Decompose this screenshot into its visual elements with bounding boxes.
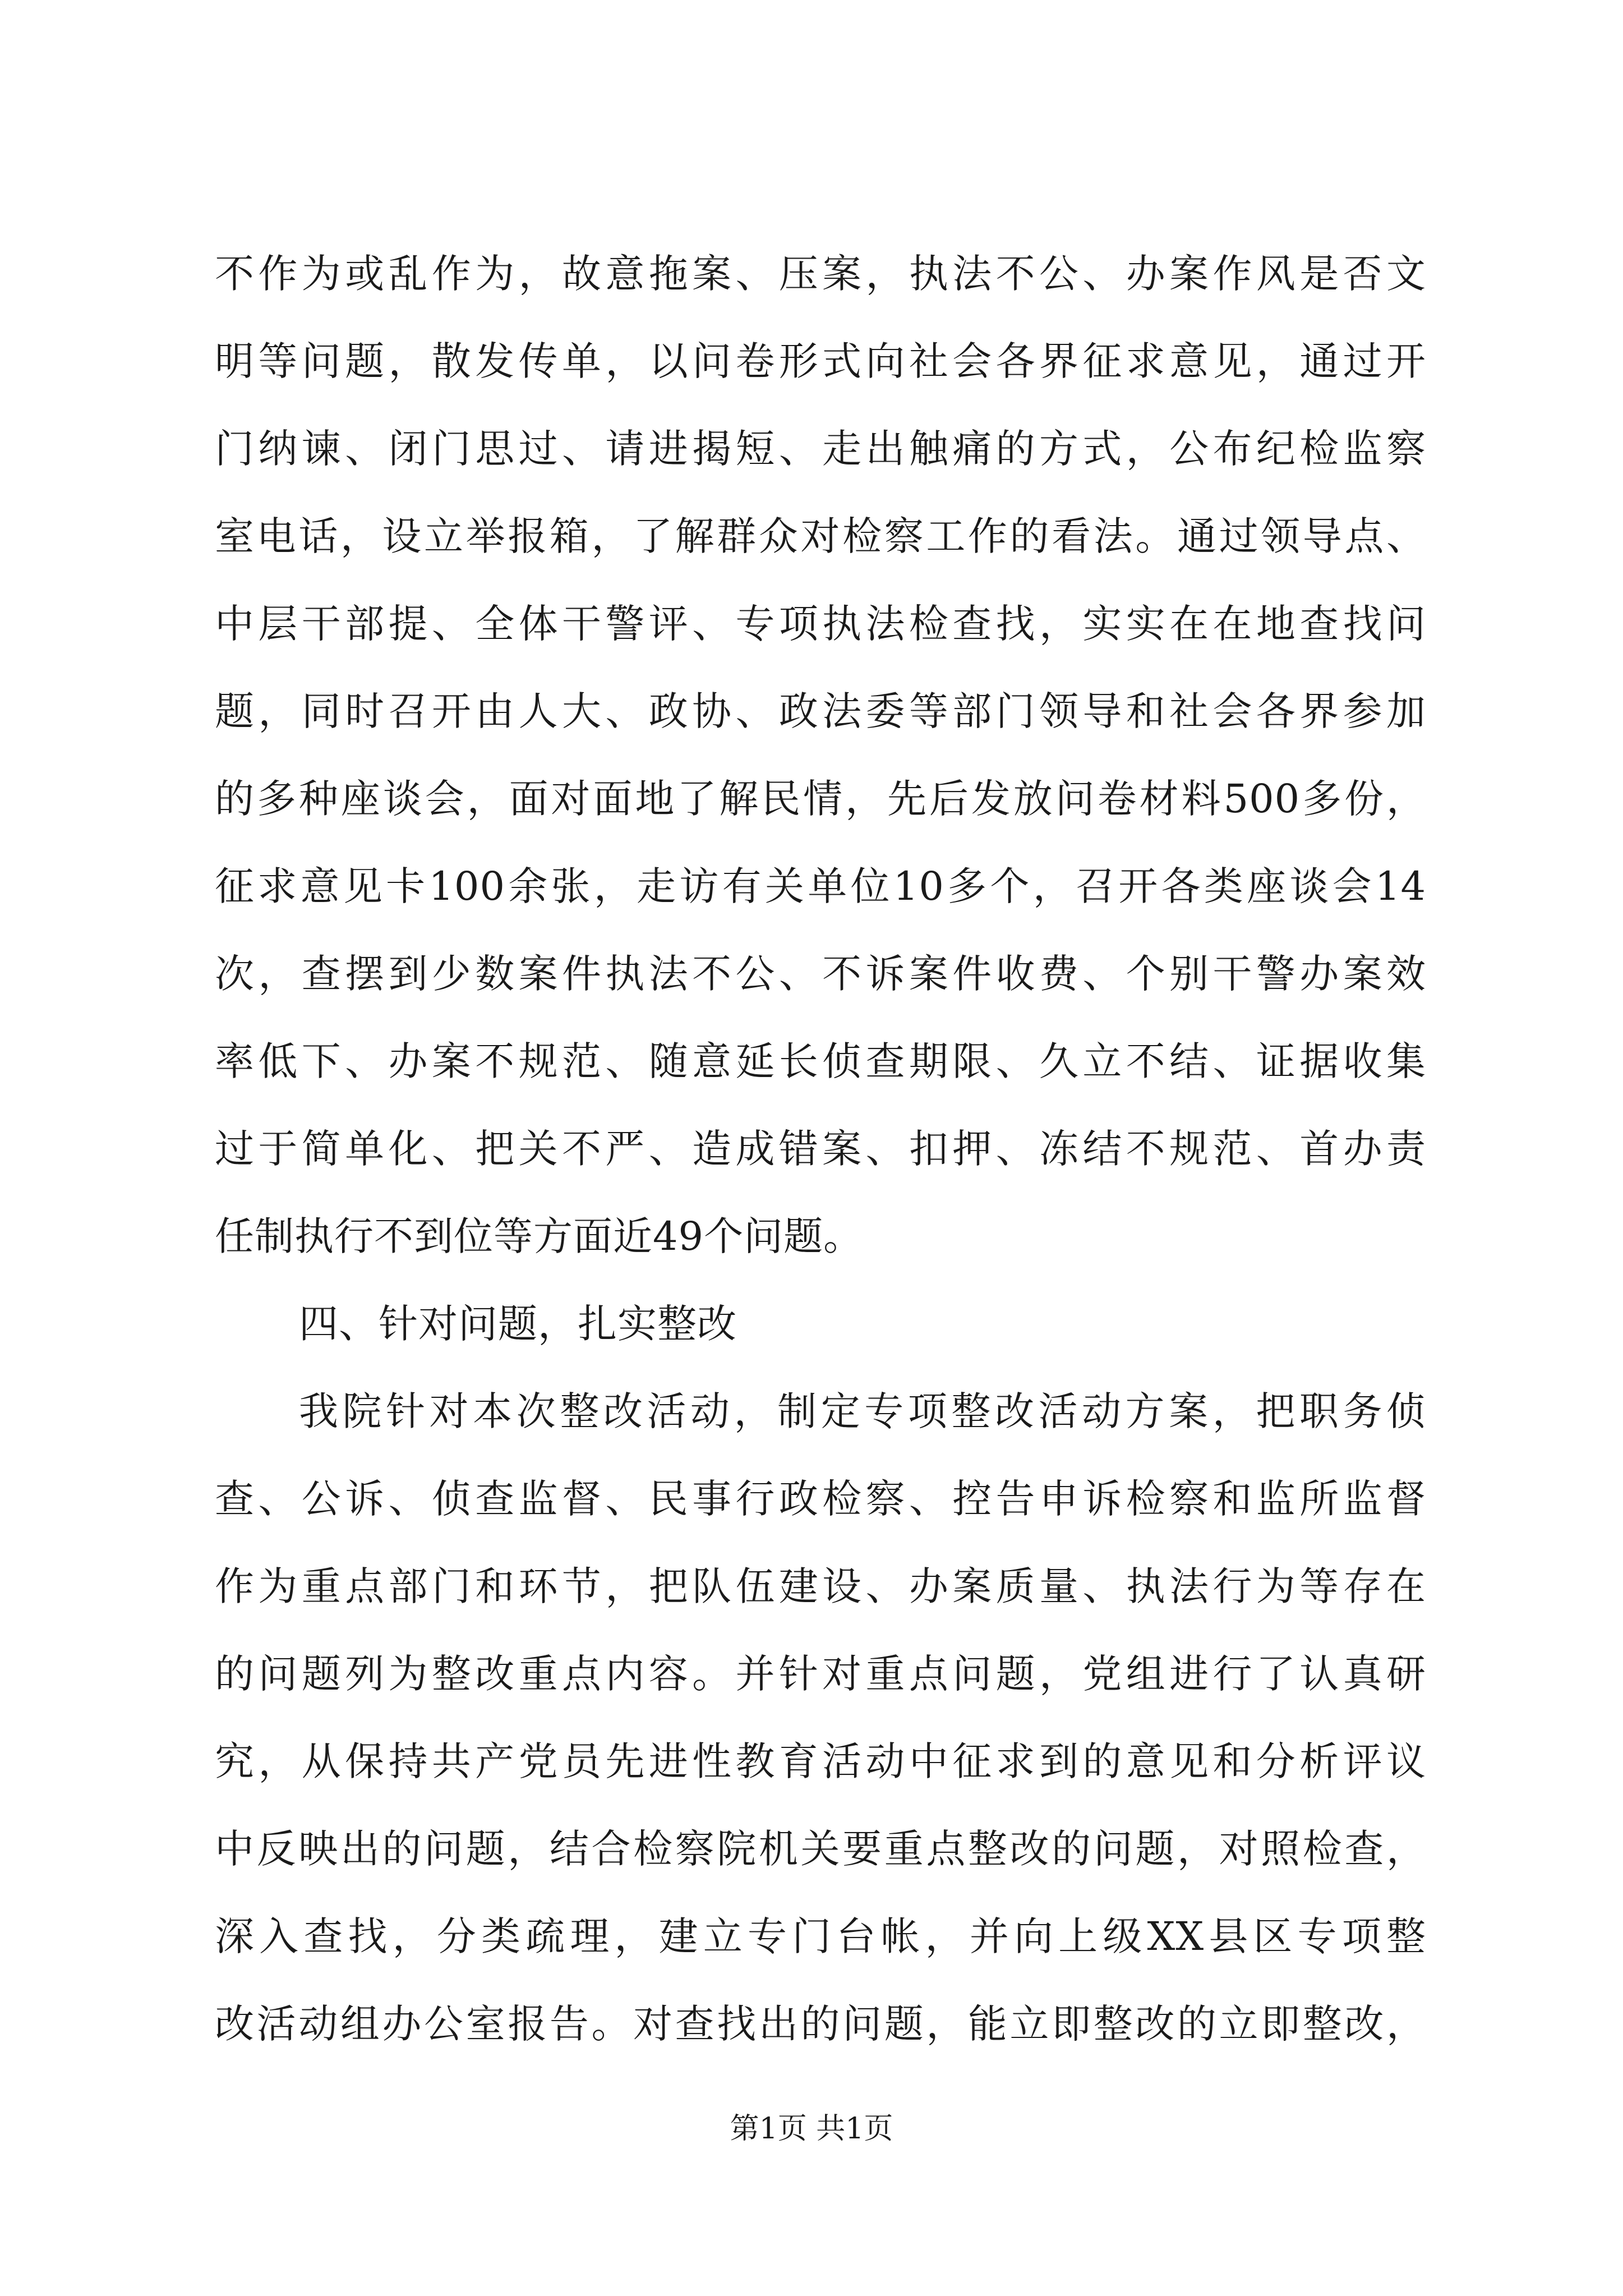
text-line: 门纳谏、闭门思过、请进揭短、走出触痛的方式，公布纪检监察 (215, 426, 1426, 472)
text-line: 深入查找，分类疏理，建立专门台帐，并向上级XX县区专项整 (215, 1913, 1426, 1959)
text-line: 过于简单化、把关不严、造成错案、扣押、冻结不规范、首办责 (215, 1126, 1426, 1172)
text-line: 题，同时召开由人大、政协、政法委等部门领导和社会各界参加 (215, 688, 1426, 734)
text-line: 的多种座谈会，面对面地了解民情，先后发放问卷材料500多份， (215, 776, 1426, 822)
text-line: 中层干部提、全体干警评、专项执法检查找，实实在在地查找问 (215, 601, 1426, 647)
text-line: 室电话，设立举报箱，了解群众对检察工作的看法。通过领导点、 (215, 513, 1426, 559)
page-number-footer: 第1页 共1页 (730, 2112, 893, 2146)
text-line: 不作为或乱作为，故意拖案、压案，执法不公、办案作风是否文 (215, 251, 1426, 297)
text-line: 明等问题，散发传单，以问卷形式向社会各界征求意见，通过开 (215, 338, 1426, 384)
text-line: 究，从保持共产党员先进性教育活动中征求到的意见和分析评议 (215, 1738, 1426, 1784)
text-line: 我院针对本次整改活动，制定专项整改活动方案，把职务侦 (299, 1388, 1426, 1434)
text-line: 次，查摆到少数案件执法不公、不诉案件收费、个别干警办案效 (215, 951, 1426, 997)
text-line: 率低下、办案不规范、随意延长侦查期限、久立不结、证据收集 (215, 1038, 1426, 1084)
text-line: 作为重点部门和环节，把队伍建设、办案质量、执法行为等存在 (215, 1563, 1426, 1609)
text-line: 征求意见卡100余张，走访有关单位10多个，召开各类座谈会14 (215, 863, 1426, 909)
document-body (215, 230, 1426, 2068)
section-heading: 四、针对问题，扎实整改 (299, 1301, 737, 1347)
text-line: 的问题列为整改重点内容。并针对重点问题，党组进行了认真研 (215, 1651, 1426, 1697)
text-line: 任制执行不到位等方面近49个问题。 (215, 1213, 864, 1259)
text-line: 中反映出的问题，结合检察院机关要重点整改的问题，对照检查， (215, 1826, 1426, 1872)
text-line: 查、公诉、侦查监督、民事行政检察、控告申诉检察和监所监督 (215, 1476, 1426, 1522)
text-line: 改活动组办公室报告。对查找出的问题，能立即整改的立即整改， (215, 2001, 1426, 2047)
